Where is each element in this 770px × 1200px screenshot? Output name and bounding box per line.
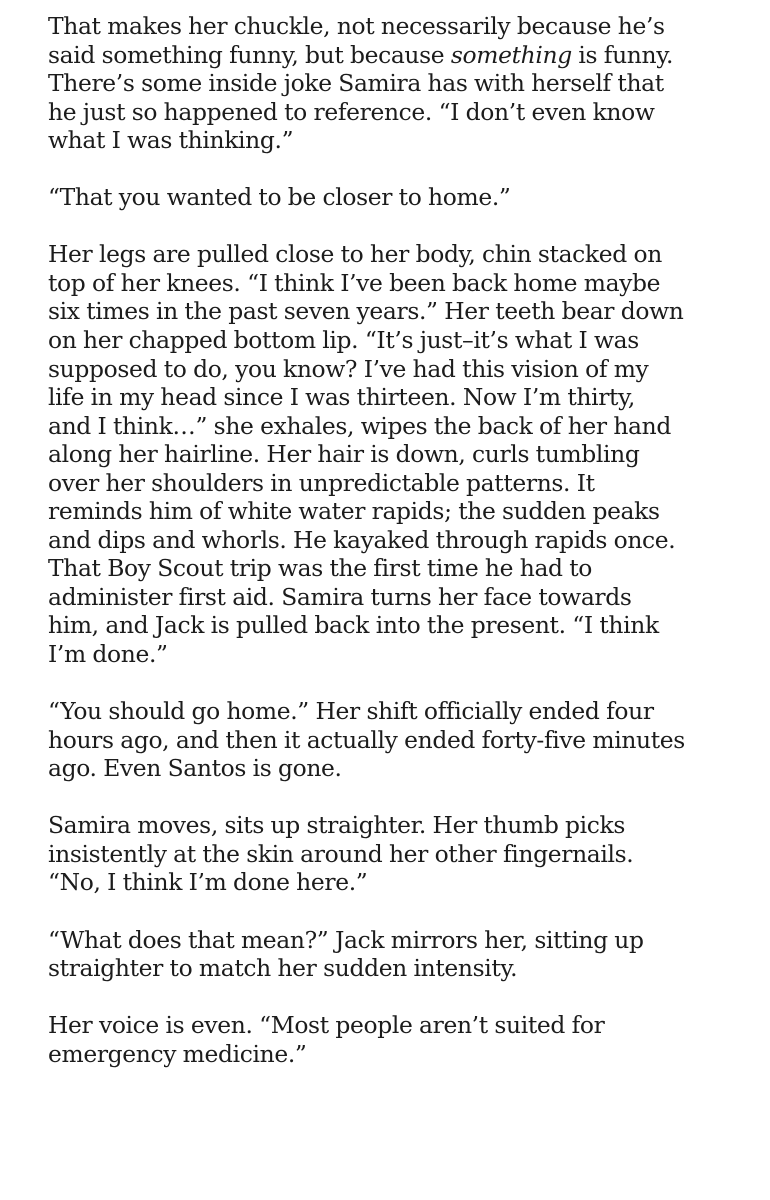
text-line <box>48 526 750 555</box>
text-run: supposed to do, you know? I’ve had this vision of my <box>48 354 649 383</box>
text-run: “No, I think I’m done here.” <box>48 868 368 897</box>
text-run: he just so happened to reference. “I don’t even know <box>48 97 655 126</box>
text-run: “What does that mean?” Jack mirrors her, sitting up <box>48 925 644 954</box>
text-run: Her voice is even. “Most people aren’t suited for <box>48 1011 605 1040</box>
text-run: administer first aid. Samira turns her face towards <box>48 582 632 611</box>
text-run: I’m done.” <box>48 640 168 669</box>
text-line <box>48 868 750 897</box>
text-line <box>48 640 750 669</box>
paragraph <box>48 240 750 668</box>
text-line <box>48 183 750 212</box>
text-run: That Boy Scout trip was the first time he had to <box>48 554 593 583</box>
text-run: reminds him of white water rapids; the sudden peaks <box>48 497 660 526</box>
text-run: Samira moves, sits up straighter. Her thumb picks <box>48 811 626 840</box>
text-line <box>48 611 750 640</box>
text-run: That makes her chuckle, not necessarily because he’s <box>48 12 665 40</box>
text-run: over her shoulders in unpredictable patterns. It <box>48 468 595 497</box>
text-run: and dips and whorls. He kayaked through rapids once. <box>48 525 676 554</box>
text-line <box>48 754 750 783</box>
text-line <box>48 926 750 955</box>
text-line <box>48 1011 750 1040</box>
story-text <box>48 12 750 1068</box>
text-run: emergency medicine.” <box>48 1039 307 1068</box>
text-line <box>48 954 750 983</box>
text-line <box>48 469 750 498</box>
text-run: straighter to match her sudden intensity. <box>48 954 518 983</box>
text-line <box>48 554 750 583</box>
text-line <box>48 326 750 355</box>
emphasized-word: something <box>450 40 572 69</box>
text-line <box>48 41 750 70</box>
text-line <box>48 412 750 441</box>
text-line <box>48 811 750 840</box>
paragraph <box>48 697 750 783</box>
paragraph <box>48 1011 750 1068</box>
paragraph <box>48 183 750 212</box>
text-run: “That you wanted to be closer to home.” <box>48 183 511 212</box>
text-line <box>48 440 750 469</box>
text-run: and I think…” she exhales, wipes the back of her hand <box>48 411 671 440</box>
paragraph <box>48 926 750 983</box>
text-run: Her legs are pulled close to her body, chin stacked on <box>48 240 662 269</box>
text-line <box>48 355 750 384</box>
text-run: is funny. <box>571 40 674 69</box>
text-run: what I was thinking.” <box>48 126 294 155</box>
text-run: “You should go home.” Her shift officially ended four <box>48 697 654 726</box>
text-run: on her chapped bottom lip. “It’s just–it’s what I was <box>48 326 639 355</box>
text-line <box>48 697 750 726</box>
paragraph <box>48 12 750 155</box>
text-line <box>48 12 750 41</box>
text-run: ago. Even Santos is gone. <box>48 754 342 783</box>
text-run: life in my head since I was thirteen. Now I’m thirty, <box>48 383 635 412</box>
paragraph <box>48 811 750 897</box>
text-run: There’s some inside joke Samira has with herself that <box>48 69 664 98</box>
text-run: insistently at the skin around her other fingernails. <box>48 839 634 868</box>
text-run: him, and Jack is pulled back into the present. “I think <box>48 611 659 640</box>
text-line <box>48 126 750 155</box>
text-line <box>48 840 750 869</box>
text-run: top of her knees. “I think I’ve been back home maybe <box>48 268 661 297</box>
text-run: said something funny, but because <box>48 40 451 69</box>
text-line <box>48 1040 750 1069</box>
text-line <box>48 297 750 326</box>
text-run: hours ago, and then it actually ended forty-five minutes <box>48 725 685 754</box>
text-line <box>48 726 750 755</box>
text-line <box>48 269 750 298</box>
text-run: six times in the past seven years.” Her teeth bear down <box>48 297 684 326</box>
text-line <box>48 497 750 526</box>
text-line <box>48 69 750 98</box>
text-line <box>48 383 750 412</box>
text-run: along her hairline. Her hair is down, curls tumbling <box>48 440 640 469</box>
text-line <box>48 583 750 612</box>
text-line <box>48 240 750 269</box>
text-line <box>48 98 750 127</box>
